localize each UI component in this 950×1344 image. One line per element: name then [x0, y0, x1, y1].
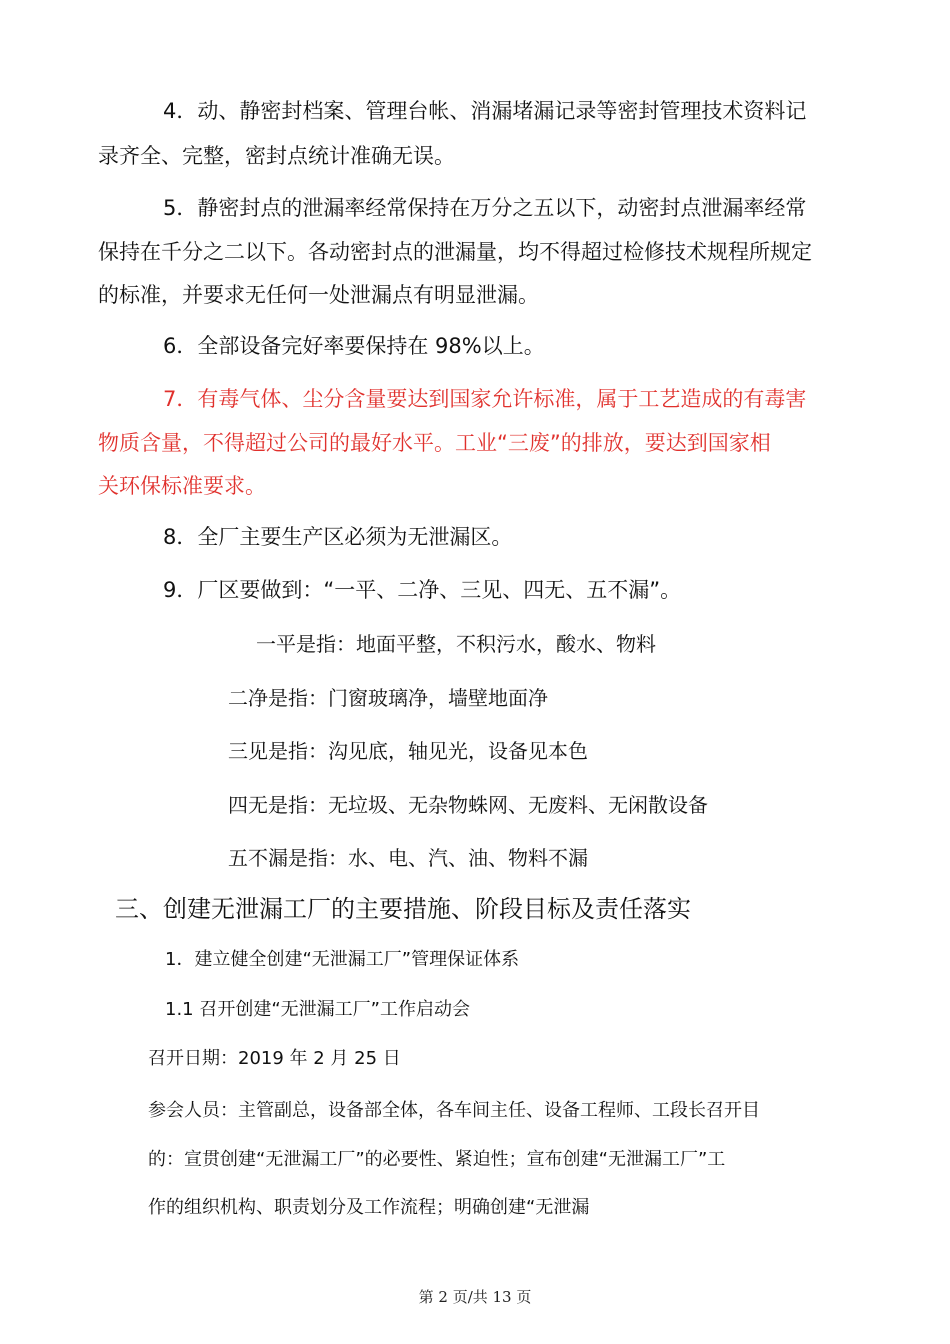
item-7-line-2: 物质含量，不得超过公司的最好水平。工业“三废”的排放，要达到国家相	[98, 431, 771, 455]
definition-erjing: 二净是指：门窗玻璃净，墙壁地面净	[228, 686, 548, 710]
item-5-line-1: 5．静密封点的泄漏率经常保持在万分之五以下，动密封点泄漏率经常	[163, 196, 807, 220]
meeting-line-3: 作的组织机构、职责划分及工作流程；明确创建“无泄漏	[148, 1197, 590, 1218]
item-4-line-2: 录齐全、完整，密封点统计准确无误。	[98, 144, 455, 168]
item-7-line-3: 关环保标准要求。	[98, 474, 266, 498]
definition-sanjian: 三见是指：沟见底，轴见光，设备见本色	[228, 739, 588, 763]
item-9-line-1: 9．厂区要做到：“一平、二净、三见、四无、五不漏”。	[163, 578, 682, 602]
definition-wubulou: 五不漏是指：水、电、汽、油、物料不漏	[228, 846, 588, 870]
item-8-line-1: 8．全厂主要生产区必须为无泄漏区。	[163, 525, 513, 549]
item-6-line-1: 6．全部设备完好率要保持在 98%以上。	[163, 334, 545, 358]
subheading-1-1: 1.1 召开创建“无泄漏工厂”工作启动会	[165, 999, 470, 1020]
item-4-line-1: 4．动、静密封档案、管理台帐、消漏堵漏记录等密封管理技术资料记	[163, 99, 807, 123]
definition-yiping: 一平是指：地面平整，不积污水，酸水、物料	[256, 632, 656, 656]
section-heading: 三、创建无泄漏工厂的主要措施、阶段目标及责任落实	[115, 895, 691, 923]
meeting-line-1: 参会人员：主管副总，设备部全体，各车间主任、设备工程师、工段长召开目	[148, 1100, 760, 1121]
subheading-1: 1．建立健全创建“无泄漏工厂”管理保证体系	[165, 949, 520, 970]
definition-siwu: 四无是指：无垃圾、无杂物蛛网、无废料、无闲散设备	[228, 793, 708, 817]
item-7-line-1: 7．有毒气体、尘分含量要达到国家允许标准，属于工艺造成的有毒害	[163, 387, 807, 411]
meeting-line-2: 的：宣贯创建“无泄漏工厂”的必要性、紧迫性；宣布创建“无泄漏工厂”工	[148, 1149, 726, 1170]
item-5-line-3: 的标准，并要求无任何一处泄漏点有明显泄漏。	[98, 283, 539, 307]
page-footer: 第 2 页/共 13 页	[418, 1288, 532, 1306]
meeting-date: 召开日期：2019 年 2 月 25 日	[148, 1048, 401, 1069]
item-5-line-2: 保持在千分之二以下。各动密封点的泄漏量，均不得超过检修技术规程所规定	[98, 240, 812, 264]
